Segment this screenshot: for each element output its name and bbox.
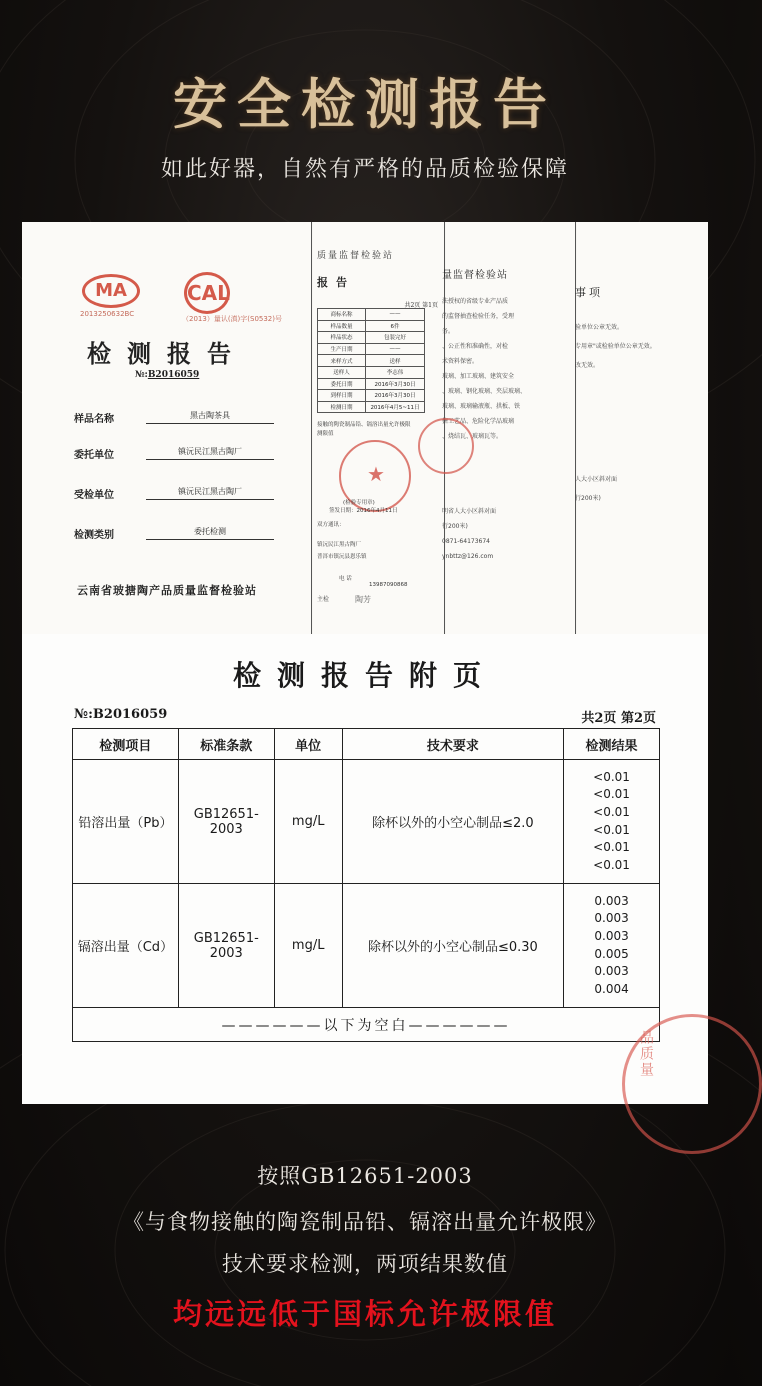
table-row: 商标名称 —— [318, 309, 425, 321]
result-value: <0.01 [593, 787, 630, 802]
standard-clause: GB12651-2003 [178, 884, 274, 1008]
results-cell [564, 760, 660, 884]
result-value: <0.01 [593, 804, 630, 819]
appendix-results-table [72, 728, 660, 1042]
appendix-report-number: №:B2016059 [74, 707, 168, 722]
contact-line-2: 镇沅民江黑古陶厂 [317, 542, 362, 548]
result-value: <0.01 [593, 769, 630, 784]
page-subtitle: 如此好器，自然有严格的品质检验保障 [160, 157, 569, 182]
result-value: 0.003 [594, 964, 629, 979]
result-highlight: 均远远低于国标允许极限值 [172, 1297, 557, 1331]
table-row: 样品状态 包装完好 [318, 332, 425, 344]
column-header: 检测结果 [564, 729, 660, 760]
result-value: 0.003 [594, 928, 629, 943]
cover-field-type: 检测类别 委托检测 [74, 526, 284, 542]
cover-footer-institution: 云南省玻搪陶产品质量监督检验站 [77, 584, 257, 597]
ma-certification-stamp: MA [82, 274, 140, 308]
notes-text: 法授权的省级专业产品质 的监督抽查检验任务，受理 务。 、公正性和准确性，对检 术资料保密。 玻璃、加工玻璃、建筑安全 、玻璃、钢化玻璃、夹层玻璃、 玻璃、玻璃输液瓶、拱板、铁 搪工艺品、危险化学品玻璃 、烧结瓦、玻璃瓦等。 明省人大小区斜对面 行200米) 0871-64173674 ynbttz@126.com [442, 298, 527, 560]
notice-heading: 事项 [575, 286, 603, 299]
standard-clause: GB12651-2003 [178, 760, 274, 884]
appendix-seal-text: 品质量 [638, 1030, 654, 1078]
phone-label: 电 话 [339, 576, 352, 582]
cal-certification-stamp: CAL [184, 272, 230, 314]
blank-below-marker: ——————以下为空白—————— [73, 1008, 660, 1042]
partial-seal [418, 418, 474, 474]
page-one-page-label: 共2页 第1页 [404, 302, 438, 309]
column-header: 技术要求 [342, 729, 564, 760]
cal-number: （2013）量认(滇)字(S0532)号 [182, 315, 282, 323]
result-summary: 技术要求检测，两项结果数值 [222, 1252, 508, 1276]
unit: mg/L [274, 760, 342, 884]
result-value: 0.005 [594, 946, 629, 961]
result-value: 0.003 [594, 911, 629, 926]
table-end-row [73, 1008, 660, 1042]
page-one-heading: 质量监督检验站 [317, 251, 395, 261]
cover-title: 检测报告 [87, 339, 247, 368]
phone-number: 13987090868 [369, 582, 408, 588]
page-title: 安全检测报告 [173, 72, 557, 136]
table-row: 样品数量 6件 [318, 320, 425, 332]
result-value: <0.01 [593, 822, 630, 837]
column-header: 标准条款 [178, 729, 274, 760]
report-page-notes [442, 222, 576, 634]
unit: mg/L [274, 884, 342, 1008]
cover-field-inspected: 受检单位 镇沅民江黑古陶厂 [74, 486, 284, 502]
report-page-notice [577, 222, 708, 634]
standard-title: 《与食物接触的陶瓷制品铅、镉溶出量允许极限》 [123, 1210, 607, 1234]
seal-caption: (检验专用章) [343, 500, 375, 506]
table-row: 委托日期 2016年3月30日 [318, 378, 425, 390]
contact-line-1: 双方通讯： [317, 522, 345, 528]
requirement: 除杯以外的小空心制品≤2.0 [342, 760, 564, 884]
seal-star-icon: ★ [367, 462, 385, 486]
cover-field-sample: 样品名称 黑古陶茶具 [74, 410, 284, 426]
table-row: 到样日期 2016年3月30日 [318, 390, 425, 402]
table-header-row [73, 729, 660, 760]
report-scan-strip [22, 222, 708, 634]
report-cover [22, 222, 312, 634]
table-row: 送样人 李志伟 [318, 366, 425, 378]
standard-reference: 按照GB12651-2003 [257, 1164, 473, 1188]
appendix-page-label: 共2页 第2页 [581, 711, 656, 726]
column-header: 检测项目 [73, 729, 179, 760]
column-header: 单位 [274, 729, 342, 760]
page-one-note-1: 接触的陶瓷制品铅、镉溶出量允许极限 [317, 422, 411, 428]
result-value: <0.01 [593, 840, 630, 855]
table-row: 检测日期 2016年4月5~11日 [318, 401, 425, 413]
page-one-info-table [317, 308, 425, 413]
approver-label: 主检 [317, 596, 330, 603]
table-row-cadmium [73, 884, 660, 1008]
notes-heading: 量监督检验站 [442, 270, 508, 281]
result-value: 0.003 [594, 893, 629, 908]
table-row: 生产日期 —— [318, 343, 425, 355]
results-cell [564, 884, 660, 1008]
test-item: 铅溶出量（Pb） [73, 760, 179, 884]
report-appendix [22, 634, 708, 1104]
test-item: 镉溶出量（Cd） [73, 884, 179, 1008]
page-one-note-2: 测限值 [317, 431, 334, 437]
table-row: 来样方式 送样 [318, 355, 425, 367]
result-value: <0.01 [593, 857, 630, 872]
appendix-title: 检测报告附页 [232, 659, 497, 692]
approver-signature: 陶芳 [355, 595, 371, 604]
contact-line-3: 普洱市镇沅县恩乐镇 [317, 554, 367, 560]
result-value: 0.004 [594, 981, 629, 996]
notice-text: 验单位公章无效。 专用章"或检验单位公章无效。 改无效。 人大小区斜对面 行200米) [575, 324, 656, 502]
cover-field-client: 委托单位 镇沅民江黑古陶厂 [74, 446, 284, 462]
ma-number: 2013250632BC [80, 310, 135, 318]
seal-date: 签发日期：2016年4月11日 [329, 508, 398, 514]
page-one-heading-2: 报告 [317, 276, 355, 289]
cover-report-number: №:B2016059 [134, 370, 200, 380]
table-row-lead [73, 760, 660, 884]
requirement: 除杯以外的小空心制品≤0.30 [342, 884, 564, 1008]
